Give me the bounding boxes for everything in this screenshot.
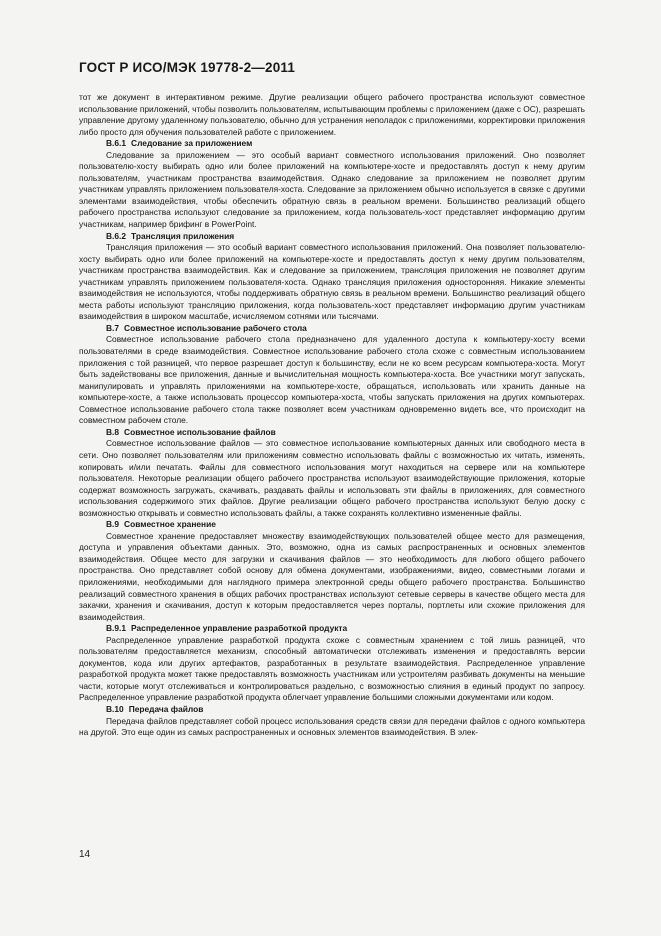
section-number: В.6.2 (106, 230, 127, 241)
section-title: Совместное использование рабочего стола (124, 322, 307, 333)
section-paragraph: Следование за приложением — это особый вариант совместного использования приложений. Оно позволяет пользователю-хосту выбирать одно или более приложений на компьютере-хосте и предоставлять доступ к нему другим пользователям, участникам пространства взаимодействия. Однако следование за приложением не позволяет другим участникам управлять приложением пользователя-хоста. Следование за приложением обычно используется в связке с другими элементами взаимодействия, чтобы обеспечить обратную связь в реальном времени. Большинство реализаций общего рабочего пространства используют следование за приложением, когда пользователь-хост представляет информацию другим участникам, например брифинг в PowerPoint. (79, 149, 585, 230)
section-heading-b6-2 (79, 231, 585, 243)
section-title: Совместное использование файлов (124, 426, 276, 437)
section-paragraph: Совместное хранение предоставляет множеству взаимодействующих пользователей общее место для размещения, доступа и управления объектами данных. Это, возможно, одна из самых распространенных и основных элементов взаимодействия. Общее место для загрузки и скачивания файлов — это необходимость для любого общего рабочего пространства. Оно представляет собой основу для обмена документами, изображениями, видео, совместными логами и приложениями, необходимыми для наглядного примера электронной среды общего рабочего пространства. Большинство реализаций совместного хранения в общих рабочих пространствах используют сетевые серверы в качестве общего места для закачки, хранения и скачивания, доступ к которым предоставляется через порталы, портлеты или схожие приложения для взаимодействия. (79, 530, 585, 622)
section-number: В.7 (106, 322, 120, 333)
section-number: В.10 (106, 703, 124, 714)
section-paragraph: Распределенное управление разработкой продукта схоже с совместным хранением с той лишь разницей, что пользователям предоставляется механизм, способный автоматически отслеживать изменения и предоставлять версии документов, кода или других артефактов, разработанных в результате взаимодействия. Распределенное управление разработкой продукта может также предоставлять возможность участникам или устроителям разбивать документы на меньшие части, которые могут отслеживаться и контролироваться раздельно, с возможностью слияния в единый продукт по запросу. Распределенное управление разработкой продукта облегчает управление большими сложными документами или кодом. (79, 634, 585, 703)
section-heading-b10 (79, 704, 585, 716)
section-number: В.9 (106, 519, 120, 530)
section-title: Передача файлов (128, 703, 204, 714)
document-header: ГОСТ Р ИСО/МЭК 19778-2—2011 (79, 60, 296, 75)
section-paragraph: Совместное использование рабочего стола предназначено для удаленного доступа к компьютеру-хосту всеми пользователями в среде взаимодействия. Совместное использование рабочего стола схоже с совместным использованием приложения с той разницей, что первое разрешает доступ к большинству, если не ко всем ресурсам компьютера-хоста. Могут быть задействованы все приложения, данные и вычислительная мощность компьютера-хоста. Все участники могут запускать, манипулировать и управлять приложениями на компьютере-хосте, обращаться, использовать или хранить данные на компьютере-хосте, а также использовать процессор компьютера-хоста, чтобы запускать приложения на других компьютерах. Совместное использование рабочего стола также позволяет всем участникам одновременно видеть все, что происходит на совместном рабочем столе. (79, 334, 585, 426)
section-paragraph: Передача файлов представляет собой процесс использования средств связи для передачи файлов с одного компьютера на другой. Это еще один из самых распространенных и основных элементов взаимодействия. В элек- (79, 715, 585, 738)
section-number: В.8 (106, 426, 120, 437)
section-heading-b7 (79, 323, 585, 335)
section-title: Следование за приложением (131, 138, 253, 149)
section-heading-b9-1 (79, 623, 585, 635)
section-number: В.9.1 (106, 623, 127, 634)
section-title: Совместное хранение (124, 519, 216, 530)
section-title: Распределенное управление разработкой продукта (131, 623, 348, 634)
section-paragraph: Трансляция приложения — это особый вариант совместного использования приложений. Она позволяет пользователю-хосту выбирать одно или более приложений на компьютере-хосте и предоставлять доступ к нему другим пользователям, участникам пространства взаимодействия. Как и следование за приложением, трансляция приложения не позволяет другим участникам управлять приложением пользователя-хоста. Однако трансляция приложения односторонняя. Никакие элементы взаимодействия не используются, чтобы поддерживать обратную связь в реальном времени. Большинство реализаций общего места работы используют трансляцию приложения, когда пользователь-хост представляет информацию другим участникам взаимодействия в широком масштабе, исчисляемом сотнями или тысячами. (79, 242, 585, 322)
section-heading-b8 (79, 427, 585, 439)
section-heading-b9 (79, 519, 585, 531)
section-paragraph: Совместное использование файлов — это совместное использование компьютерных данных или свободного места в сети. Оно позволяет пользователям или приложениям совместно использовать файлы с возможностью их читать, изменять, копировать и/или печатать. Файлы для совместного использования могут находиться на сервере или на компьютере пользователя. Некоторые реализации общего рабочего пространства используют взаимодействующие приложения, которые содержат возможность загружать, скачивать, раздавать файлы и использовать эти файлы в приложениях, для совместного использования содержимого этих файлов. Другие реализации общего рабочего пространства используют белую доску с возможностью открывать и совместно использовать файлы, а также сохранять коллективно измененные файлы. (79, 438, 585, 518)
intro-paragraph: тот же документ в интерактивном режиме. Другие реализации общего рабочего пространства используют совместное использование приложений, чтобы позволить пользователям, испытывающим проблемы с приложением (даже с ОС), разрешать управление другому удаленному пользователю, обычно для устранения неполадок с приложениями, корректировки приложения либо просто для обучения пользователей работе с приложением. (79, 92, 585, 137)
section-heading-b6-1 (79, 138, 585, 150)
document-body (79, 92, 585, 739)
page-number: 14 (79, 849, 91, 860)
section-title: Трансляция приложения (131, 230, 235, 241)
section-number: В.6.1 (106, 138, 127, 149)
